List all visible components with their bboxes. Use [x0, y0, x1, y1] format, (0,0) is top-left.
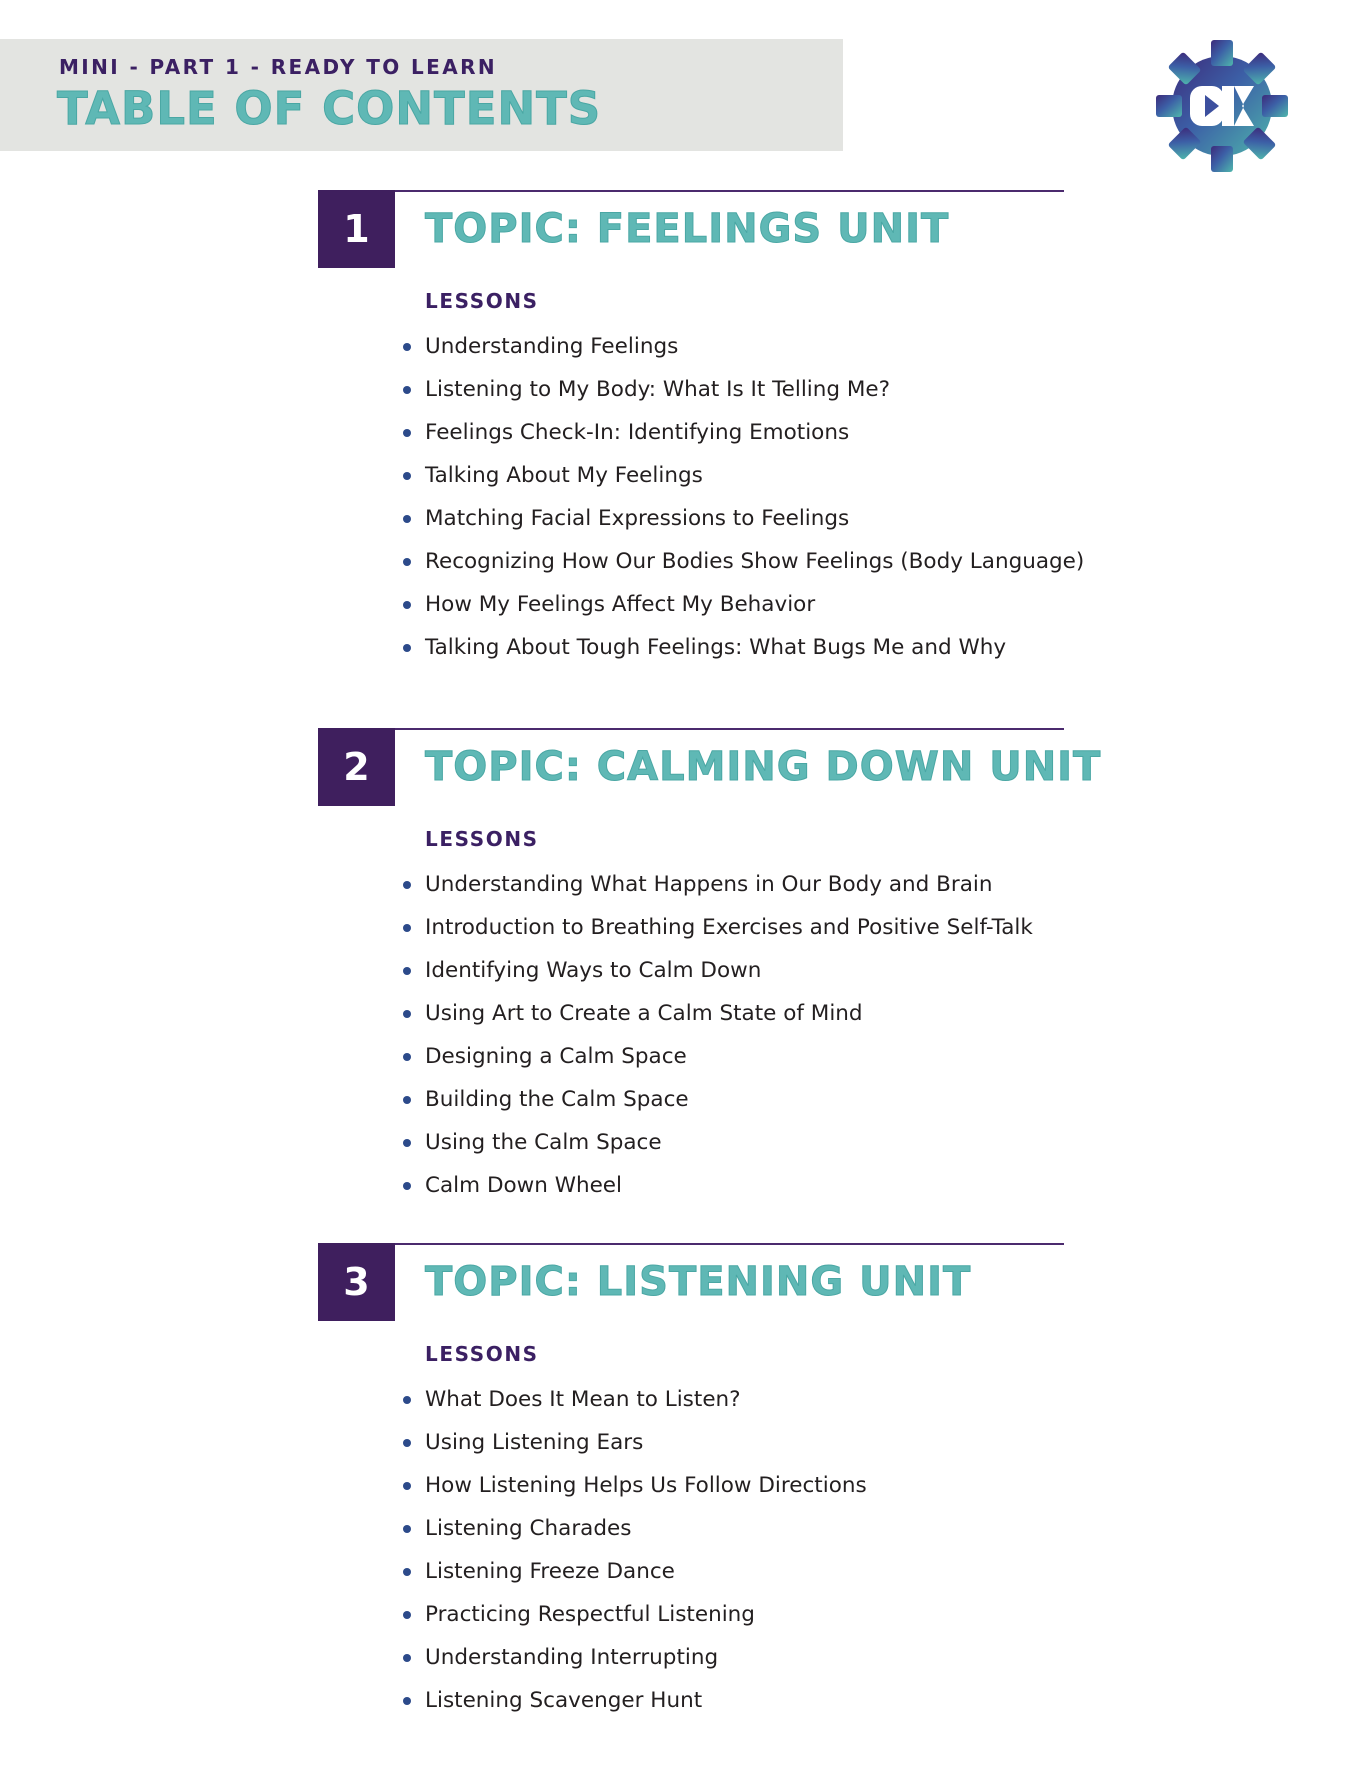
lesson-text: How Listening Helps Us Follow Directions [425, 1473, 867, 1498]
lesson-item [425, 1557, 867, 1600]
section-divider [318, 728, 1064, 730]
lesson-text: Talking About My Feelings [425, 463, 703, 488]
bullet-icon [403, 1654, 411, 1662]
lesson-item [425, 1085, 1033, 1128]
lesson-item [425, 1514, 867, 1557]
bullet-icon [403, 343, 411, 351]
lesson-text: Recognizing How Our Bodies Show Feelings (Body Language) [425, 549, 1085, 574]
page-title: TABLE OF CONTENTS [57, 82, 602, 135]
lessons-label: LESSONS [425, 1342, 539, 1366]
lesson-item [425, 461, 1084, 504]
bullet-icon [403, 1396, 411, 1404]
lesson-item [425, 547, 1084, 590]
lesson-item [425, 999, 1033, 1042]
bullet-icon [403, 1139, 411, 1147]
bullet-icon [403, 1482, 411, 1490]
lesson-item [425, 956, 1033, 999]
lesson-item [425, 913, 1033, 956]
bullet-icon [403, 601, 411, 609]
lesson-item [425, 1128, 1033, 1171]
lesson-item [425, 1686, 867, 1729]
lesson-text: Using Art to Create a Calm State of Mind [425, 1001, 863, 1026]
lesson-text: Understanding Interrupting [425, 1645, 719, 1670]
lesson-text: How My Feelings Affect My Behavior [425, 592, 816, 617]
lesson-text: What Does It Mean to Listen? [425, 1387, 741, 1412]
lessons-label: LESSONS [425, 289, 539, 313]
lesson-list [425, 870, 1033, 1214]
bullet-icon [403, 1010, 411, 1018]
lesson-text: Talking About Tough Feelings: What Bugs Me and Why [425, 635, 1007, 660]
bullet-icon [403, 1525, 411, 1533]
section-title: TOPIC: CALMING DOWN UNIT [425, 744, 1102, 790]
lesson-item [425, 1471, 867, 1514]
lesson-item [425, 870, 1033, 913]
toc-section-calming-down [318, 728, 1102, 1208]
bullet-icon [403, 1053, 411, 1061]
bullet-icon [403, 1182, 411, 1190]
lesson-text: Practicing Respectful Listening [425, 1602, 755, 1627]
lesson-text: Understanding Feelings [425, 334, 679, 359]
lesson-item [425, 1600, 867, 1643]
lesson-text: Identifying Ways to Calm Down [425, 958, 762, 983]
gear-play-logo-icon [1152, 36, 1292, 176]
bullet-icon [403, 429, 411, 437]
lesson-item [425, 418, 1084, 461]
lesson-item [425, 1042, 1033, 1085]
lesson-item [425, 1171, 1033, 1214]
lesson-text: Listening Charades [425, 1516, 632, 1541]
lesson-item [425, 633, 1084, 676]
lesson-text: Building the Calm Space [425, 1087, 689, 1112]
lesson-text: Feelings Check-In: Identifying Emotions [425, 420, 850, 445]
lesson-item [425, 375, 1084, 418]
toc-section-listening [318, 1243, 1066, 1723]
toc-section-feelings [318, 190, 1085, 670]
bullet-icon [403, 1611, 411, 1619]
bullet-icon [403, 1568, 411, 1576]
section-number: 3 [318, 1243, 395, 1321]
bullet-icon [403, 924, 411, 932]
bullet-icon [403, 1697, 411, 1705]
section-title: TOPIC: FEELINGS UNIT [425, 206, 950, 252]
lesson-text: Matching Facial Expressions to Feelings [425, 506, 850, 531]
bullet-icon [403, 967, 411, 975]
lesson-item [425, 504, 1084, 547]
bullet-icon [403, 881, 411, 889]
lesson-text: Understanding What Happens in Our Body and Brain [425, 872, 993, 897]
lesson-text: Listening Freeze Dance [425, 1559, 675, 1584]
lesson-list [425, 332, 1084, 676]
bullet-icon [403, 386, 411, 394]
lesson-item [425, 1428, 867, 1471]
lesson-item [425, 1643, 867, 1686]
section-title: TOPIC: LISTENING UNIT [425, 1259, 972, 1305]
lesson-text: Listening to My Body: What Is It Telling Me? [425, 377, 891, 402]
lesson-text: Calm Down Wheel [425, 1173, 623, 1198]
lesson-text: Using Listening Ears [425, 1430, 644, 1455]
lesson-text: Designing a Calm Space [425, 1044, 687, 1069]
lesson-item [425, 590, 1084, 633]
lesson-text: Using the Calm Space [425, 1130, 662, 1155]
bullet-icon [403, 644, 411, 652]
section-divider [318, 1243, 1064, 1245]
bullet-icon [403, 472, 411, 480]
lesson-item [425, 1385, 867, 1428]
lesson-text: Introduction to Breathing Exercises and Positive Self-Talk [425, 915, 1033, 940]
section-number: 2 [318, 728, 395, 806]
section-divider [318, 190, 1064, 192]
bullet-icon [403, 1096, 411, 1104]
bullet-icon [403, 515, 411, 523]
bullet-icon [403, 1439, 411, 1447]
lesson-list [425, 1385, 867, 1729]
bullet-icon [403, 558, 411, 566]
lesson-text: Listening Scavenger Hunt [425, 1688, 703, 1713]
lesson-item [425, 332, 1084, 375]
lessons-label: LESSONS [425, 827, 539, 851]
document-eyebrow: MINI - PART 1 - READY TO LEARN [59, 55, 498, 79]
section-number: 1 [318, 190, 395, 268]
